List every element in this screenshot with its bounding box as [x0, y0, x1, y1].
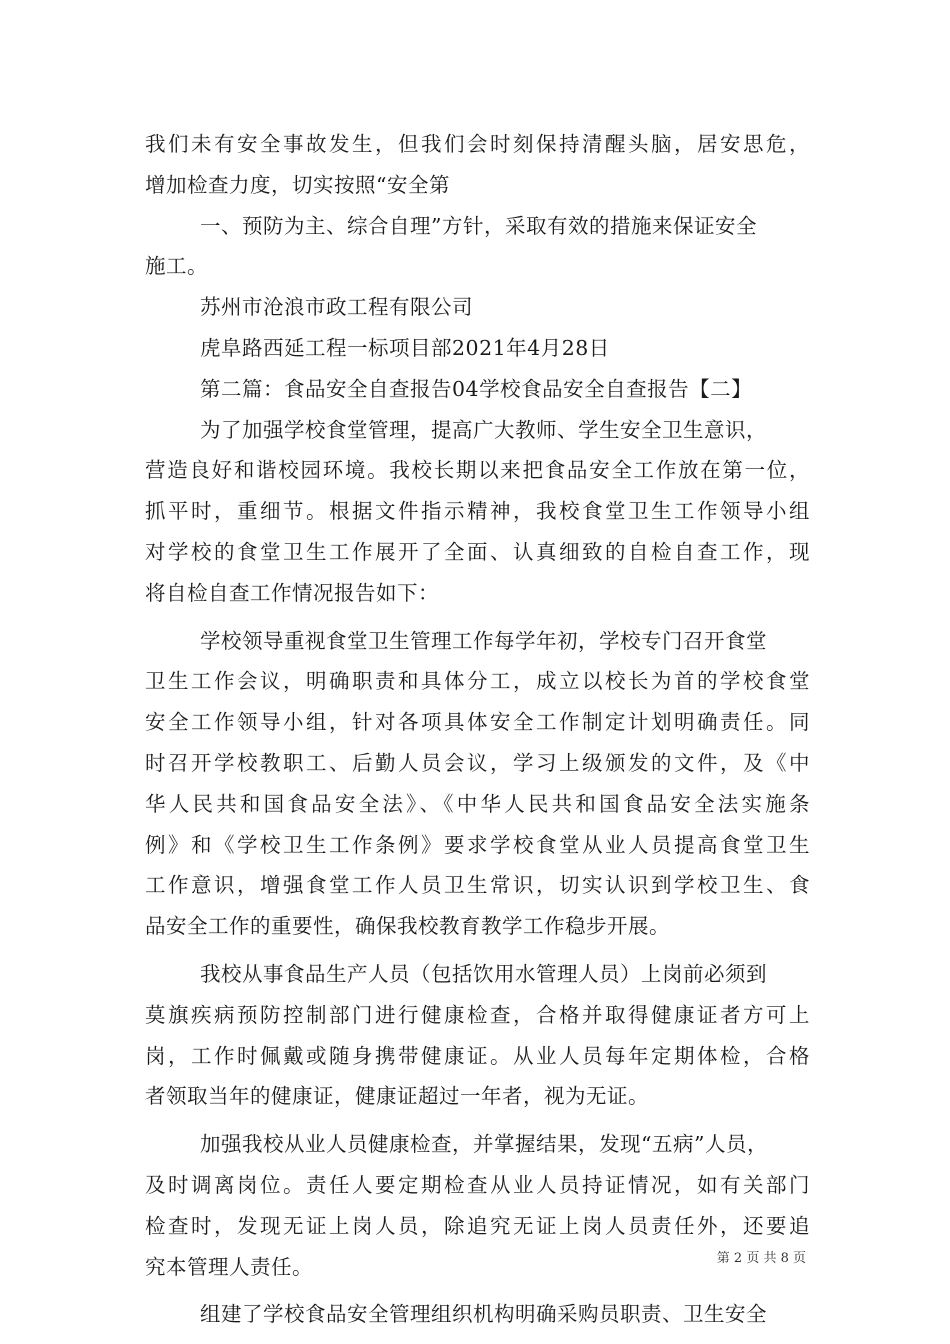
company-name: 苏州市沧浪市政工程有限公司 — [200, 295, 473, 320]
text-line: 一、预防为主、综合自理”方针，采取有效的措施来保证安全 — [200, 213, 757, 238]
text-line: 时召开学校教职工、后勤人员会议，学习上级颁发的文件，及《中 — [145, 750, 810, 775]
text-line: 组建了学校食品安全管理组织机构明确采购员职责、卫生安全 — [200, 1302, 767, 1327]
text-line: 施工。 — [145, 254, 208, 279]
text-line: 者领取当年的健康证，健康证超过一年者，视为无证。 — [145, 1084, 649, 1109]
text-line: 品安全工作的重要性，确保我校教育教学工作稳步开展。 — [145, 914, 670, 939]
text-line: 莫旗疾病预防控制部门进行健康检查，合格并取得健康证者方可上 — [145, 1002, 810, 1027]
text-line: 及时调离岗位。责任人要定期检查从业人员持证情况，如有关部门 — [145, 1172, 810, 1197]
text-line: 例》和《学校卫生工作条例》要求学校食堂从业人员提高食堂卫生 — [145, 832, 810, 857]
page-number: 第 2 页 共 8 页 — [716, 1251, 806, 1266]
text-line: 将自检自查工作情况报告如下： — [145, 580, 439, 605]
text-line: 我校从事食品生产人员（包括饮用水管理人员）上岗前必须到 — [200, 961, 767, 986]
text-line: 华人民共和国食品安全法》、《中华人民共和国食品安全法实施条 — [145, 791, 810, 816]
text-line: 检查时，发现无证上岗人员，除追究无证上岗人员责任外，还要追 — [145, 1213, 810, 1238]
text-line: 究本管理人责任。 — [145, 1254, 313, 1279]
text-line: 我们未有安全事故发生，但我们会时刻保持清醒头脑，居安思危， — [145, 132, 810, 156]
text-line: 工作意识，增强食堂工作人员卫生常识，切实认识到学校卫生、食 — [145, 873, 810, 898]
text-line: 营造良好和谐校园环境。我校长期以来把食品安全工作放在第一位， — [145, 458, 810, 483]
text-line: 安全工作领导小组，针对各项具体安全工作制定计划明确责任。同 — [145, 710, 810, 735]
project-date-line: 虎阜路西延工程一标项目部2021年4月28日 — [200, 335, 610, 360]
text-line: 加强我校从业人员健康检查，并掌握结果，发现“五病”人员， — [200, 1132, 768, 1157]
text-line: 学校领导重视食堂卫生管理工作每学年初，学校专门召开食堂 — [200, 628, 767, 653]
text-line: 增加检查力度，切实按照“安全第 — [145, 172, 450, 197]
section-heading: 第二篇：食品安全自查报告04学校食品安全自查报告【二】 — [200, 376, 753, 401]
text-line: 卫生工作会议，明确职责和具体分工，成立以校长为首的学校食堂 — [145, 669, 810, 694]
text-line: 对学校的食堂卫生工作展开了全面、认真细致的自检自查工作，现 — [145, 539, 810, 564]
text-line: 为了加强学校食堂管理，提高广大教师、学生安全卫生意识， — [200, 417, 767, 442]
document-body — [145, 124, 810, 1335]
text-line: 抓平时，重细节。根据文件指示精神，我校食堂卫生工作领导小组 — [145, 499, 810, 524]
text-line: 岗，工作时佩戴或随身携带健康证。从业人员每年定期体检，合格 — [145, 1043, 810, 1068]
